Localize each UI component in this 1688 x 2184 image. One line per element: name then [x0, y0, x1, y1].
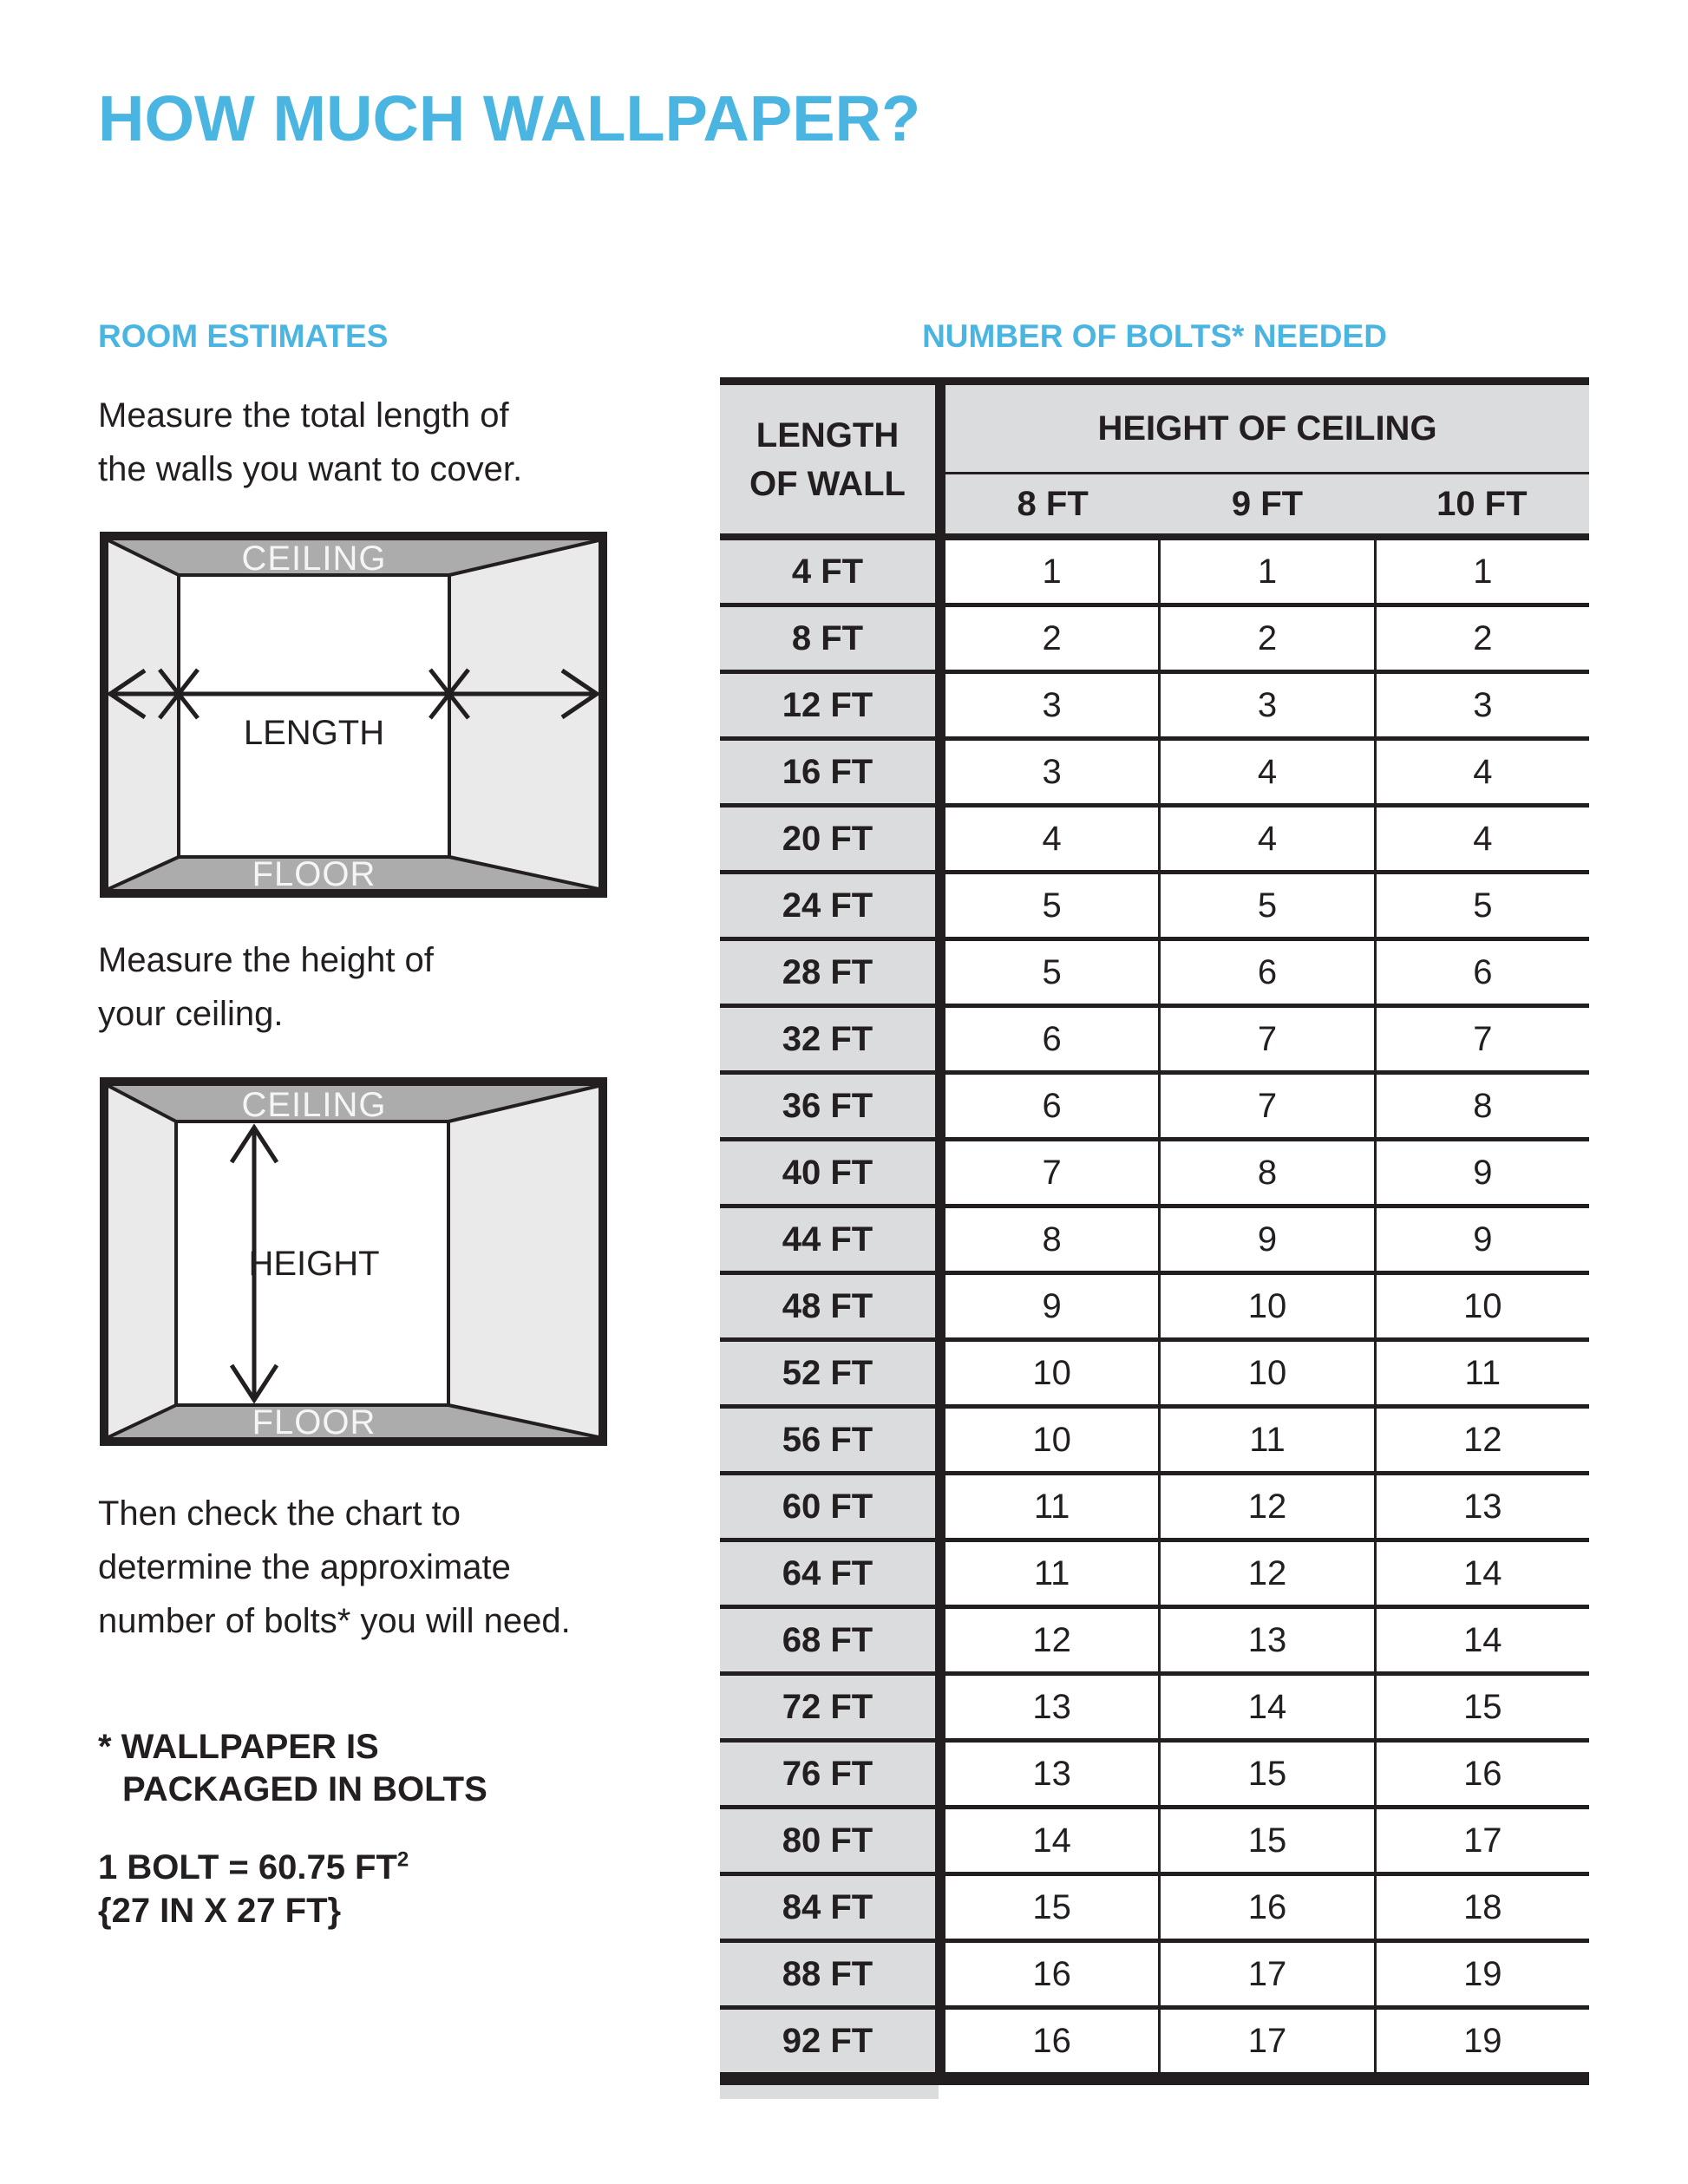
value-cell-9ft: 12: [1158, 1475, 1373, 1538]
floor-label: FLOOR: [252, 1403, 376, 1442]
value-cell-9ft: 8: [1158, 1141, 1373, 1204]
footnote-wallpaper-bolts: [98, 1726, 487, 1811]
row-label-cell: 76 FT: [720, 1743, 935, 1805]
value-cell-8ft: 9: [945, 1275, 1158, 1337]
row-thick-divider: [935, 674, 945, 736]
value-cell-8ft: 11: [945, 1542, 1158, 1605]
paragraph-line: the walls you want to cover.: [98, 450, 523, 488]
row-thick-divider: [935, 607, 945, 670]
row-thick-divider: [935, 1876, 945, 1939]
table-row: [720, 1008, 1589, 1075]
value-cell-8ft: 5: [945, 941, 1158, 1004]
paragraph-line: Measure the height of: [98, 941, 434, 979]
row-thick-divider: [935, 540, 945, 603]
value-cell-8ft: 13: [945, 1676, 1158, 1738]
value-cell-8ft: 3: [945, 741, 1158, 803]
value-cell-9ft: 11: [1158, 1409, 1373, 1471]
value-cell-8ft: 14: [945, 1809, 1158, 1872]
row-label-cell: 48 FT: [720, 1275, 935, 1337]
table-header-height-group: [945, 385, 1589, 533]
bolt-dimensions-line: {27 IN X 27 FT}: [98, 1892, 342, 1930]
row-thick-divider: [935, 1275, 945, 1337]
table-row: [720, 1809, 1589, 1876]
value-cell-10ft: 12: [1374, 1409, 1589, 1471]
value-cell-10ft: 18: [1374, 1876, 1589, 1939]
value-cell-8ft: 16: [945, 1943, 1158, 2005]
row-thick-divider: [935, 1342, 945, 1404]
value-cell-9ft: 7: [1158, 1008, 1373, 1070]
page-title: HOW MUCH WALLPAPER?: [98, 82, 921, 154]
floor-label: FLOOR: [252, 855, 376, 893]
value-cell-8ft: 12: [945, 1609, 1158, 1671]
value-cell-9ft: 7: [1158, 1075, 1373, 1137]
value-cell-8ft: 5: [945, 874, 1158, 937]
row-label-cell: 60 FT: [720, 1475, 935, 1538]
header-thick-divider: [935, 385, 945, 533]
footnote-line: * WALLPAPER IS: [98, 1728, 379, 1766]
table-row: [720, 941, 1589, 1008]
value-cell-10ft: 17: [1374, 1809, 1589, 1872]
column-header-10ft: 10 FT: [1436, 484, 1528, 523]
row-label-cell: 84 FT: [720, 1876, 935, 1939]
value-cell-8ft: 13: [945, 1743, 1158, 1805]
value-cell-10ft: 4: [1374, 808, 1589, 870]
value-cell-9ft: 6: [1158, 941, 1373, 1004]
room-length-diagram: [100, 532, 607, 898]
paragraph-check-chart: [98, 1487, 571, 1648]
value-cell-9ft: 10: [1158, 1275, 1373, 1337]
value-cell-9ft: 4: [1158, 808, 1373, 870]
height-label: HEIGHT: [248, 1245, 380, 1283]
row-thick-divider: [935, 1943, 945, 2005]
value-cell-9ft: 14: [1158, 1676, 1373, 1738]
value-cell-9ft: 15: [1158, 1743, 1373, 1805]
table-top-border: [720, 377, 1589, 385]
bolts-table: [720, 377, 1589, 2099]
header-bottom-border: [720, 533, 1589, 540]
row-label-cell: 88 FT: [720, 1943, 935, 2005]
table-row: [720, 1141, 1589, 1208]
value-cell-10ft: 1: [1374, 540, 1589, 603]
value-cell-8ft: 4: [945, 808, 1158, 870]
row-thick-divider: [935, 808, 945, 870]
value-cell-9ft: 1: [1158, 540, 1373, 603]
value-cell-9ft: 3: [1158, 674, 1373, 736]
table-row: [720, 1876, 1589, 1943]
table-row: [720, 1609, 1589, 1676]
row-thick-divider: [935, 1542, 945, 1605]
value-cell-10ft: 13: [1374, 1475, 1589, 1538]
row-label-cell: 8 FT: [720, 607, 935, 670]
value-cell-10ft: 2: [1374, 607, 1589, 670]
value-cell-9ft: 16: [1158, 1876, 1373, 1939]
table-row: [720, 540, 1589, 607]
row-thick-divider: [935, 1141, 945, 1204]
value-cell-9ft: 17: [1158, 2010, 1373, 2072]
table-row: [720, 1075, 1589, 1141]
value-cell-9ft: 13: [1158, 1609, 1373, 1671]
row-thick-divider: [935, 741, 945, 803]
row-label-cell: 44 FT: [720, 1208, 935, 1271]
value-cell-8ft: 7: [945, 1141, 1158, 1204]
value-cell-8ft: 2: [945, 607, 1158, 670]
bolt-size-superscript: 2: [396, 1847, 409, 1872]
row-label-cell: 80 FT: [720, 1809, 935, 1872]
table-heading: NUMBER OF BOLTS* NEEDED: [922, 318, 1387, 354]
table-row: [720, 1342, 1589, 1409]
table-header: [720, 385, 1589, 533]
paragraph-line: number of bolts* you will need.: [98, 1602, 571, 1640]
row-label-cell: 92 FT: [720, 2010, 935, 2072]
value-cell-8ft: 11: [945, 1475, 1158, 1538]
value-cell-10ft: 14: [1374, 1609, 1589, 1671]
row-label-cell: 32 FT: [720, 1008, 935, 1070]
table-row: [720, 1409, 1589, 1475]
paragraph-line: determine the approximate: [98, 1548, 511, 1586]
table-row: [720, 1542, 1589, 1609]
column-header-8ft: 8 FT: [1017, 484, 1089, 523]
value-cell-10ft: 14: [1374, 1542, 1589, 1605]
paragraph-measure-height: [98, 933, 434, 1041]
row-thick-divider: [935, 941, 945, 1004]
table-row: [720, 1275, 1589, 1342]
value-cell-10ft: 4: [1374, 741, 1589, 803]
value-cell-8ft: 6: [945, 1075, 1158, 1137]
row-thick-divider: [935, 1743, 945, 1805]
value-cell-10ft: 6: [1374, 941, 1589, 1004]
table-header-height-of-ceiling: HEIGHT OF CEILING: [1097, 409, 1437, 448]
table-header-length-of-wall: [720, 385, 935, 533]
bolt-size-line: [98, 1846, 409, 1889]
value-cell-10ft: 8: [1374, 1075, 1589, 1137]
table-row: [720, 1208, 1589, 1275]
value-cell-9ft: 2: [1158, 607, 1373, 670]
row-thick-divider: [935, 1809, 945, 1872]
gray-column-stub: [720, 2085, 939, 2099]
value-cell-8ft: 3: [945, 674, 1158, 736]
length-of-wall-line: LENGTH: [756, 415, 900, 454]
table-bottom-border: [720, 2076, 1589, 2085]
row-thick-divider: [935, 1075, 945, 1137]
value-cell-9ft: 15: [1158, 1809, 1373, 1872]
value-cell-9ft: 17: [1158, 1943, 1373, 2005]
row-label-cell: 72 FT: [720, 1676, 935, 1738]
room-height-diagram: [100, 1077, 607, 1446]
ceiling-label: CEILING: [241, 1086, 387, 1124]
row-thick-divider: [935, 2010, 945, 2072]
value-cell-8ft: 10: [945, 1409, 1158, 1471]
value-cell-10ft: 3: [1374, 674, 1589, 736]
value-cell-9ft: 9: [1158, 1208, 1373, 1271]
footnote-bolt-size: [98, 1846, 409, 1932]
value-cell-10ft: 9: [1374, 1208, 1589, 1271]
ceiling-label: CEILING: [241, 539, 387, 578]
paragraph-line: your ceiling.: [98, 995, 284, 1033]
row-label-cell: 12 FT: [720, 674, 935, 736]
bolt-size-text: 1 BOLT = 60.75 FT: [98, 1848, 397, 1886]
row-thick-divider: [935, 1676, 945, 1738]
value-cell-9ft: 4: [1158, 741, 1373, 803]
table-row: [720, 1676, 1589, 1743]
column-header-9ft: 9 FT: [1231, 484, 1304, 523]
table-row: [720, 741, 1589, 808]
row-label-cell: 56 FT: [720, 1409, 935, 1471]
footnote-line: PACKAGED IN BOLTS: [122, 1770, 487, 1808]
length-of-wall-line: OF WALL: [749, 464, 906, 503]
table-row: [720, 1743, 1589, 1809]
value-cell-10ft: 11: [1374, 1342, 1589, 1404]
table-row: [720, 674, 1589, 741]
value-cell-8ft: 8: [945, 1208, 1158, 1271]
row-thick-divider: [935, 1609, 945, 1671]
row-label-cell: 40 FT: [720, 1141, 935, 1204]
value-cell-8ft: 10: [945, 1342, 1158, 1404]
row-thick-divider: [935, 1208, 945, 1271]
length-label: LENGTH: [243, 714, 385, 752]
value-cell-10ft: 19: [1374, 1943, 1589, 2005]
row-label-cell: 52 FT: [720, 1342, 935, 1404]
value-cell-10ft: 5: [1374, 874, 1589, 937]
value-cell-8ft: 1: [945, 540, 1158, 603]
value-cell-10ft: 7: [1374, 1008, 1589, 1070]
value-cell-8ft: 6: [945, 1008, 1158, 1070]
value-cell-10ft: 16: [1374, 1743, 1589, 1805]
table-row: [720, 2010, 1589, 2076]
row-label-cell: 16 FT: [720, 741, 935, 803]
value-cell-10ft: 15: [1374, 1676, 1589, 1738]
table-row: [720, 1475, 1589, 1542]
table-row: [720, 1943, 1589, 2010]
value-cell-10ft: 19: [1374, 2010, 1589, 2072]
row-label-cell: 4 FT: [720, 540, 935, 603]
row-thick-divider: [935, 1008, 945, 1070]
value-cell-9ft: 5: [1158, 874, 1373, 937]
table-row: [720, 607, 1589, 674]
row-label-cell: 68 FT: [720, 1609, 935, 1671]
column-headers-row: [945, 474, 1589, 533]
row-label-cell: 28 FT: [720, 941, 935, 1004]
table-row: [720, 874, 1589, 941]
row-label-cell: 20 FT: [720, 808, 935, 870]
paragraph-line: Measure the total length of: [98, 396, 509, 435]
value-cell-10ft: 9: [1374, 1141, 1589, 1204]
section-heading-room-estimates: ROOM ESTIMATES: [98, 318, 389, 354]
row-thick-divider: [935, 1409, 945, 1471]
paragraph-line: Then check the chart to: [98, 1494, 461, 1533]
row-label-cell: 24 FT: [720, 874, 935, 937]
value-cell-9ft: 12: [1158, 1542, 1373, 1605]
paragraph-measure-length: [98, 389, 522, 496]
value-cell-8ft: 15: [945, 1876, 1158, 1939]
value-cell-8ft: 16: [945, 2010, 1158, 2072]
row-thick-divider: [935, 1475, 945, 1538]
row-label-cell: 64 FT: [720, 1542, 935, 1605]
row-label-cell: 36 FT: [720, 1075, 935, 1137]
table-row: [720, 808, 1589, 874]
value-cell-10ft: 10: [1374, 1275, 1589, 1337]
row-thick-divider: [935, 874, 945, 937]
value-cell-9ft: 10: [1158, 1342, 1373, 1404]
